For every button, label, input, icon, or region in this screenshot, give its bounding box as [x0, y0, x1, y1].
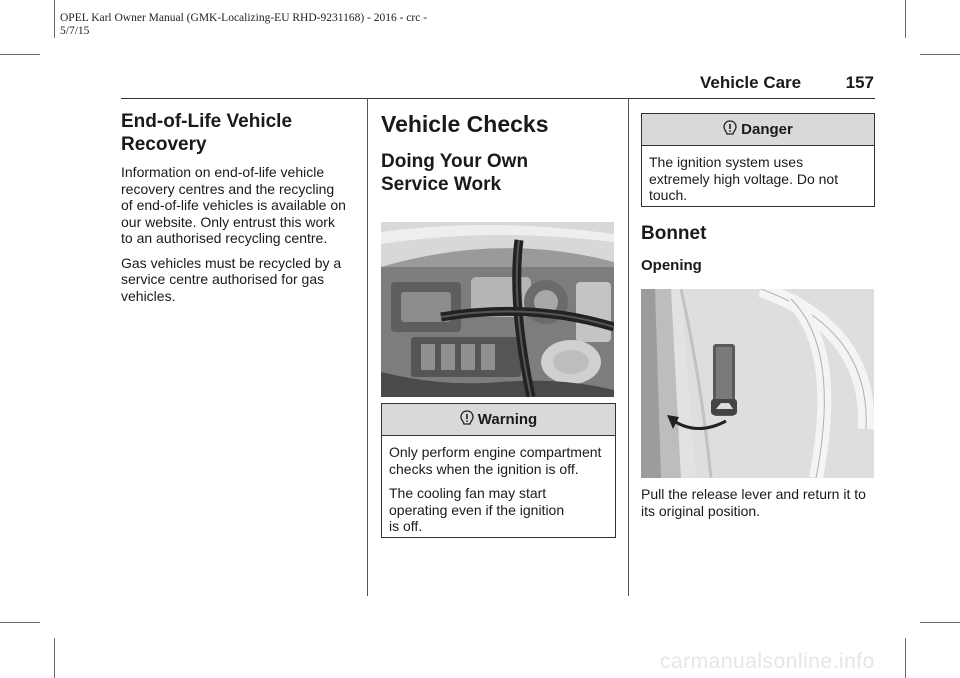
running-header — [700, 73, 874, 93]
crop-mark — [0, 54, 40, 55]
section-heading — [121, 110, 357, 156]
bonnet-caption — [641, 486, 881, 519]
paragraph — [389, 444, 608, 477]
heading-line: Recovery — [121, 134, 207, 155]
print-metadata-line1: OPEL Karl Owner Manual (GMK-Localizing-EU RHD-9231168) - 2016 - crc - — [60, 12, 428, 24]
text-line: The cooling fan may start — [389, 485, 547, 501]
column-2 — [381, 110, 616, 196]
warning-box-header — [382, 404, 615, 436]
warning-box-body — [382, 436, 615, 535]
paragraph — [121, 255, 357, 305]
column-1 — [121, 110, 357, 304]
danger-box — [641, 113, 875, 207]
column-divider — [628, 98, 629, 596]
heading-line: End-of-Life Vehicle — [121, 111, 293, 132]
danger-title: Danger — [741, 121, 793, 138]
crop-mark — [905, 638, 906, 678]
section-title: Vehicle Care — [700, 73, 802, 92]
heading-line: Service Work — [381, 174, 502, 195]
text-line: Gas vehicles must be recycled by a — [121, 254, 342, 271]
watermark: carmanualsonline.info — [660, 650, 875, 673]
header-rule — [121, 98, 875, 99]
print-metadata — [60, 12, 520, 38]
text-line: checks when the ignition is off. — [389, 460, 579, 477]
print-metadata-line2: 5/7/15 — [60, 25, 90, 37]
crop-mark — [54, 638, 55, 678]
text-line: Only perform engine compartment — [389, 444, 602, 460]
text-line: service centre authorised for gas — [121, 271, 325, 287]
crop-mark — [905, 0, 906, 38]
text-line: its original position. — [641, 502, 761, 519]
text-line: The ignition system uses — [649, 154, 804, 170]
crop-mark — [920, 54, 960, 55]
crop-mark — [0, 622, 40, 623]
bonnet-release-lever-illustration — [641, 289, 874, 478]
text-line: our website. Only entrust this work — [121, 213, 335, 230]
text-line: Pull the release lever and return it to — [641, 486, 866, 502]
chapter-heading: Vehicle Checks — [381, 111, 549, 137]
crop-mark — [54, 0, 55, 38]
crop-mark — [920, 622, 960, 623]
engine-compartment-photo — [381, 222, 614, 397]
text-line: touch. — [649, 187, 688, 203]
section-heading: Bonnet — [641, 223, 707, 244]
paragraph — [649, 154, 867, 204]
text-line: to an authorised recycling centre. — [121, 230, 328, 246]
paragraph — [121, 164, 357, 247]
page-number: 157 — [845, 73, 874, 92]
danger-box-body — [642, 146, 874, 204]
text-line: vehicles. — [121, 287, 176, 304]
text-line: operating even if the ignition — [389, 501, 565, 518]
paragraph — [389, 485, 608, 535]
text-line: recovery centres and the recycling — [121, 180, 335, 197]
text-line: is off. — [389, 518, 423, 534]
text-line: Information on end-of-life vehicle — [121, 164, 325, 180]
column-3 — [641, 222, 875, 274]
danger-box-header — [642, 114, 874, 146]
column-divider — [367, 98, 368, 596]
warning-box — [381, 403, 616, 538]
warning-symbol-icon — [460, 410, 474, 430]
paragraph — [641, 486, 881, 519]
warning-title: Warning — [477, 411, 538, 428]
text-line: extremely high voltage. Do not — [649, 170, 839, 187]
text-line: of end-of-life vehicles is available on — [121, 197, 346, 213]
heading-line: Doing Your Own — [381, 151, 529, 172]
warning-symbol-icon — [723, 120, 737, 140]
subsection-heading: Opening — [641, 257, 702, 274]
section-heading — [381, 150, 616, 196]
